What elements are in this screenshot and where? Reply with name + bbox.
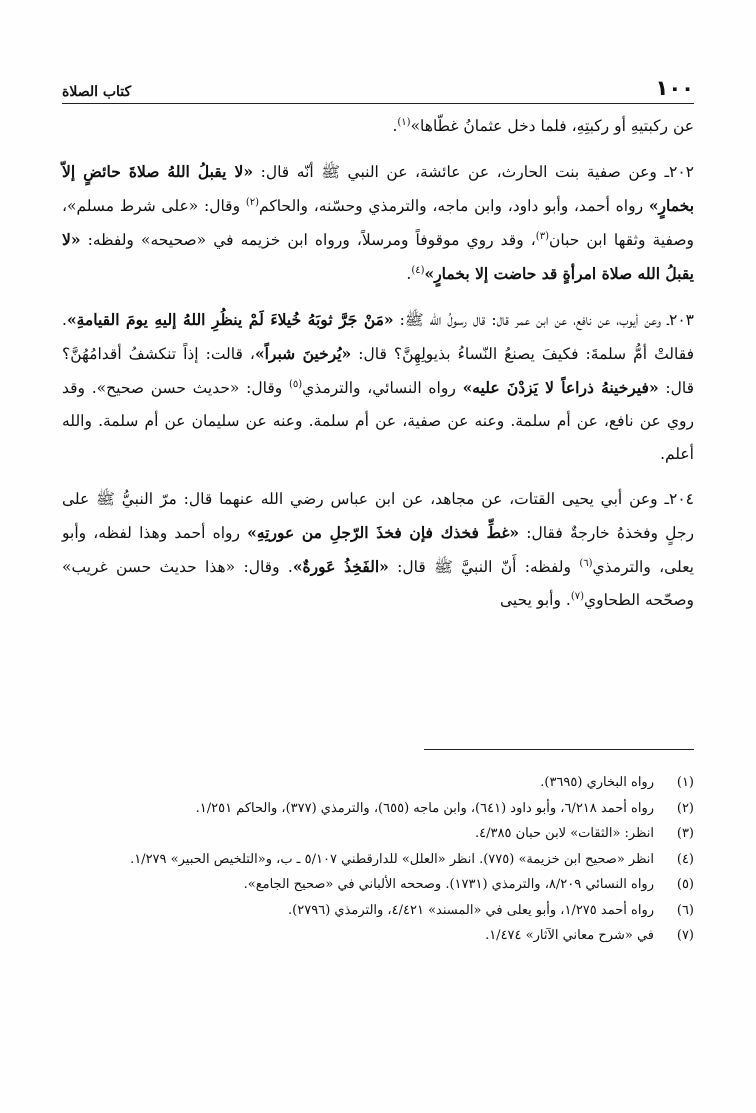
footnote-divider <box>424 749 694 750</box>
hadith-quote: «غطِّ فخذك فإن فخذَ الرّجلِ من عورتِهِ» <box>247 523 520 542</box>
page-header <box>62 70 694 100</box>
footnote-ref: (٢) <box>245 196 260 208</box>
footnote <box>62 798 694 821</box>
text-run: وقال: «على شرط مسلم»، وصفية وثقها ابن حبان <box>62 197 694 249</box>
text-run: ٢٠٢ـ وعن صفية بنت الحارث، عن عائشة، عن النبي ﷺ أنّه قال: <box>253 163 694 181</box>
text-run: ، قالت: إذاً تنكشفُ أقدامُهُنَّ؟ قال: <box>62 345 694 397</box>
footnote-text: انظر «صحيح ابن خزيمة» (٧٧٥). انظر «العلل» للدارقطني ٥/١٠٧ ـ ب، و«التلخيص الحبير» ١/٢٧٩. <box>130 851 654 867</box>
hadith-quote: «لا يقبلُ الله صلاة امرأةٍ قد حاضت إلا بخمارٍ» <box>62 230 694 283</box>
footnote-text: رواه أحمد ١/٢٧٥، وأبو يعلى في «المسند» ٤/٤٢١، والترمذي (٢٧٩٦). <box>288 902 654 918</box>
text-run: رواه أحمد، وأبو داود، وابن ماجه، والترمذي وحسّنه، والحاكم <box>259 197 649 215</box>
footnote-number: (٦) <box>676 902 694 918</box>
page-number: ١٠٠ <box>655 76 694 100</box>
hadith-quote: «فيرخينهُ ذراعاً لا يَزدْنَ عليه» <box>462 378 659 397</box>
text-run: . <box>406 265 412 283</box>
footnote-ref: (٥) <box>288 378 303 390</box>
hadith-quote: «مَنْ جَرَّ ثوبَهُ خُيلاءَ لَمْ ينظُرِ اللهُ إليهِ يومَ القيامةِ» <box>66 310 394 329</box>
text-run: ٢٠٤ـ وعن أبي يحيى القتات، عن مجاهد، عن ابن عباس رضي الله عنهما قال: مرّ النبيُّ ﷺ على رجلٍ وفخذهُ خارجةٌ فقال: <box>62 490 694 542</box>
footnote-ref: (٧) <box>570 590 585 602</box>
footnote-text: رواه البخاري (٣٦٩٥). <box>540 775 654 790</box>
text-run: . وأبو يحيى <box>500 591 571 609</box>
footnote-text: رواه أحمد ٦/٢١٨، وأبو داود (٦٤١)، وابن ماجه (٦٥٥)، والترمذي (٣٧٧)، والحاكم ١/٢٥١. <box>195 800 654 816</box>
text-run: . <box>392 117 398 135</box>
text-run: رواه أحمد وهذا لفظه، وأبو يعلى، والترمذي <box>62 524 694 576</box>
text-run: ، وقد روي موقوفاً ومرسلاً، ورواه ابن خزيمه في «صحيحه» ولفظه: <box>80 231 536 249</box>
hadith-quote: «يُرخينَ شبراً» <box>254 344 352 363</box>
footnotes <box>62 772 694 951</box>
text-run: رواه النسائي، والترمذي <box>302 379 463 397</box>
footnote <box>62 849 694 872</box>
footnote-number: (١) <box>676 775 694 790</box>
footnote-number: (٤) <box>676 851 694 867</box>
hadith-203 <box>62 303 694 471</box>
footnote <box>62 823 694 846</box>
book-title: كتاب الصلاة <box>62 84 132 100</box>
hadith-quote: «الفَخِذُ عَورةٌ» <box>292 557 389 576</box>
text-run: . فقالتْ أمُّ سلمةَ: فكيفَ يصنعُ النّساءُ بذيولِهِنَّ؟ قال: <box>62 311 695 363</box>
hadith-204 <box>62 483 694 617</box>
paragraph-continuation <box>62 110 694 143</box>
footnote-text: في «شرح معاني الآثار» ١/٤٧٤. <box>485 928 654 943</box>
footnote <box>62 925 694 948</box>
hadith-quote: «لا يقبلُ اللهُ صلاةَ حائضٍ إلاّ بخمارٍ» <box>62 162 695 215</box>
footnote-number: (٥) <box>676 877 694 892</box>
footnote-number: (٢) <box>676 800 694 816</box>
footnote-ref: (٣) <box>535 230 549 242</box>
footnote <box>62 874 694 897</box>
hadith-202 <box>62 155 694 291</box>
footnote-text: انظر: «الثقات» لابن حبان ٤/٣٨٥. <box>474 826 654 841</box>
text-run: عن ركبتيهِ أو ركبتِهِ، فلما دخل عثمانُ غطّاها» <box>410 117 694 135</box>
header-divider <box>62 103 694 104</box>
footnote-ref: (٦) <box>579 557 593 569</box>
footnote <box>62 772 694 795</box>
footnote <box>62 900 694 923</box>
text-run: ٢٠٣ـ وعن أيوب، عن نافع، عن ابن عمر قال: قال رسولُ الله ﷺ: <box>393 311 694 329</box>
footnote-number: (٧) <box>676 928 694 943</box>
footnote-text: رواه النسائي ٨/٢٠٩، والترمذي (١٧٣١). وصححه الألباني في «صحيح الجامع». <box>243 877 654 892</box>
text-run: ولفظه: أَنّ النبيَّ ﷺ قال: <box>388 558 580 576</box>
text-run: وقال: «حديث حسن صحيح». وقد روي عن نافع، عن أم سلمة. وعنه عن صفية، عن أم سلمة. وعنه عن سليمان عن أم سلمة. والله أعلم. <box>62 379 694 463</box>
footnote-ref: (١) <box>397 116 411 128</box>
main-text <box>62 110 694 617</box>
footnote-number: (٣) <box>676 826 694 841</box>
text-run: . وقال: «هذا حديث حسن غريب» وصحّحه الطحاوي <box>62 558 694 609</box>
footnote-ref: (٤) <box>411 264 425 276</box>
